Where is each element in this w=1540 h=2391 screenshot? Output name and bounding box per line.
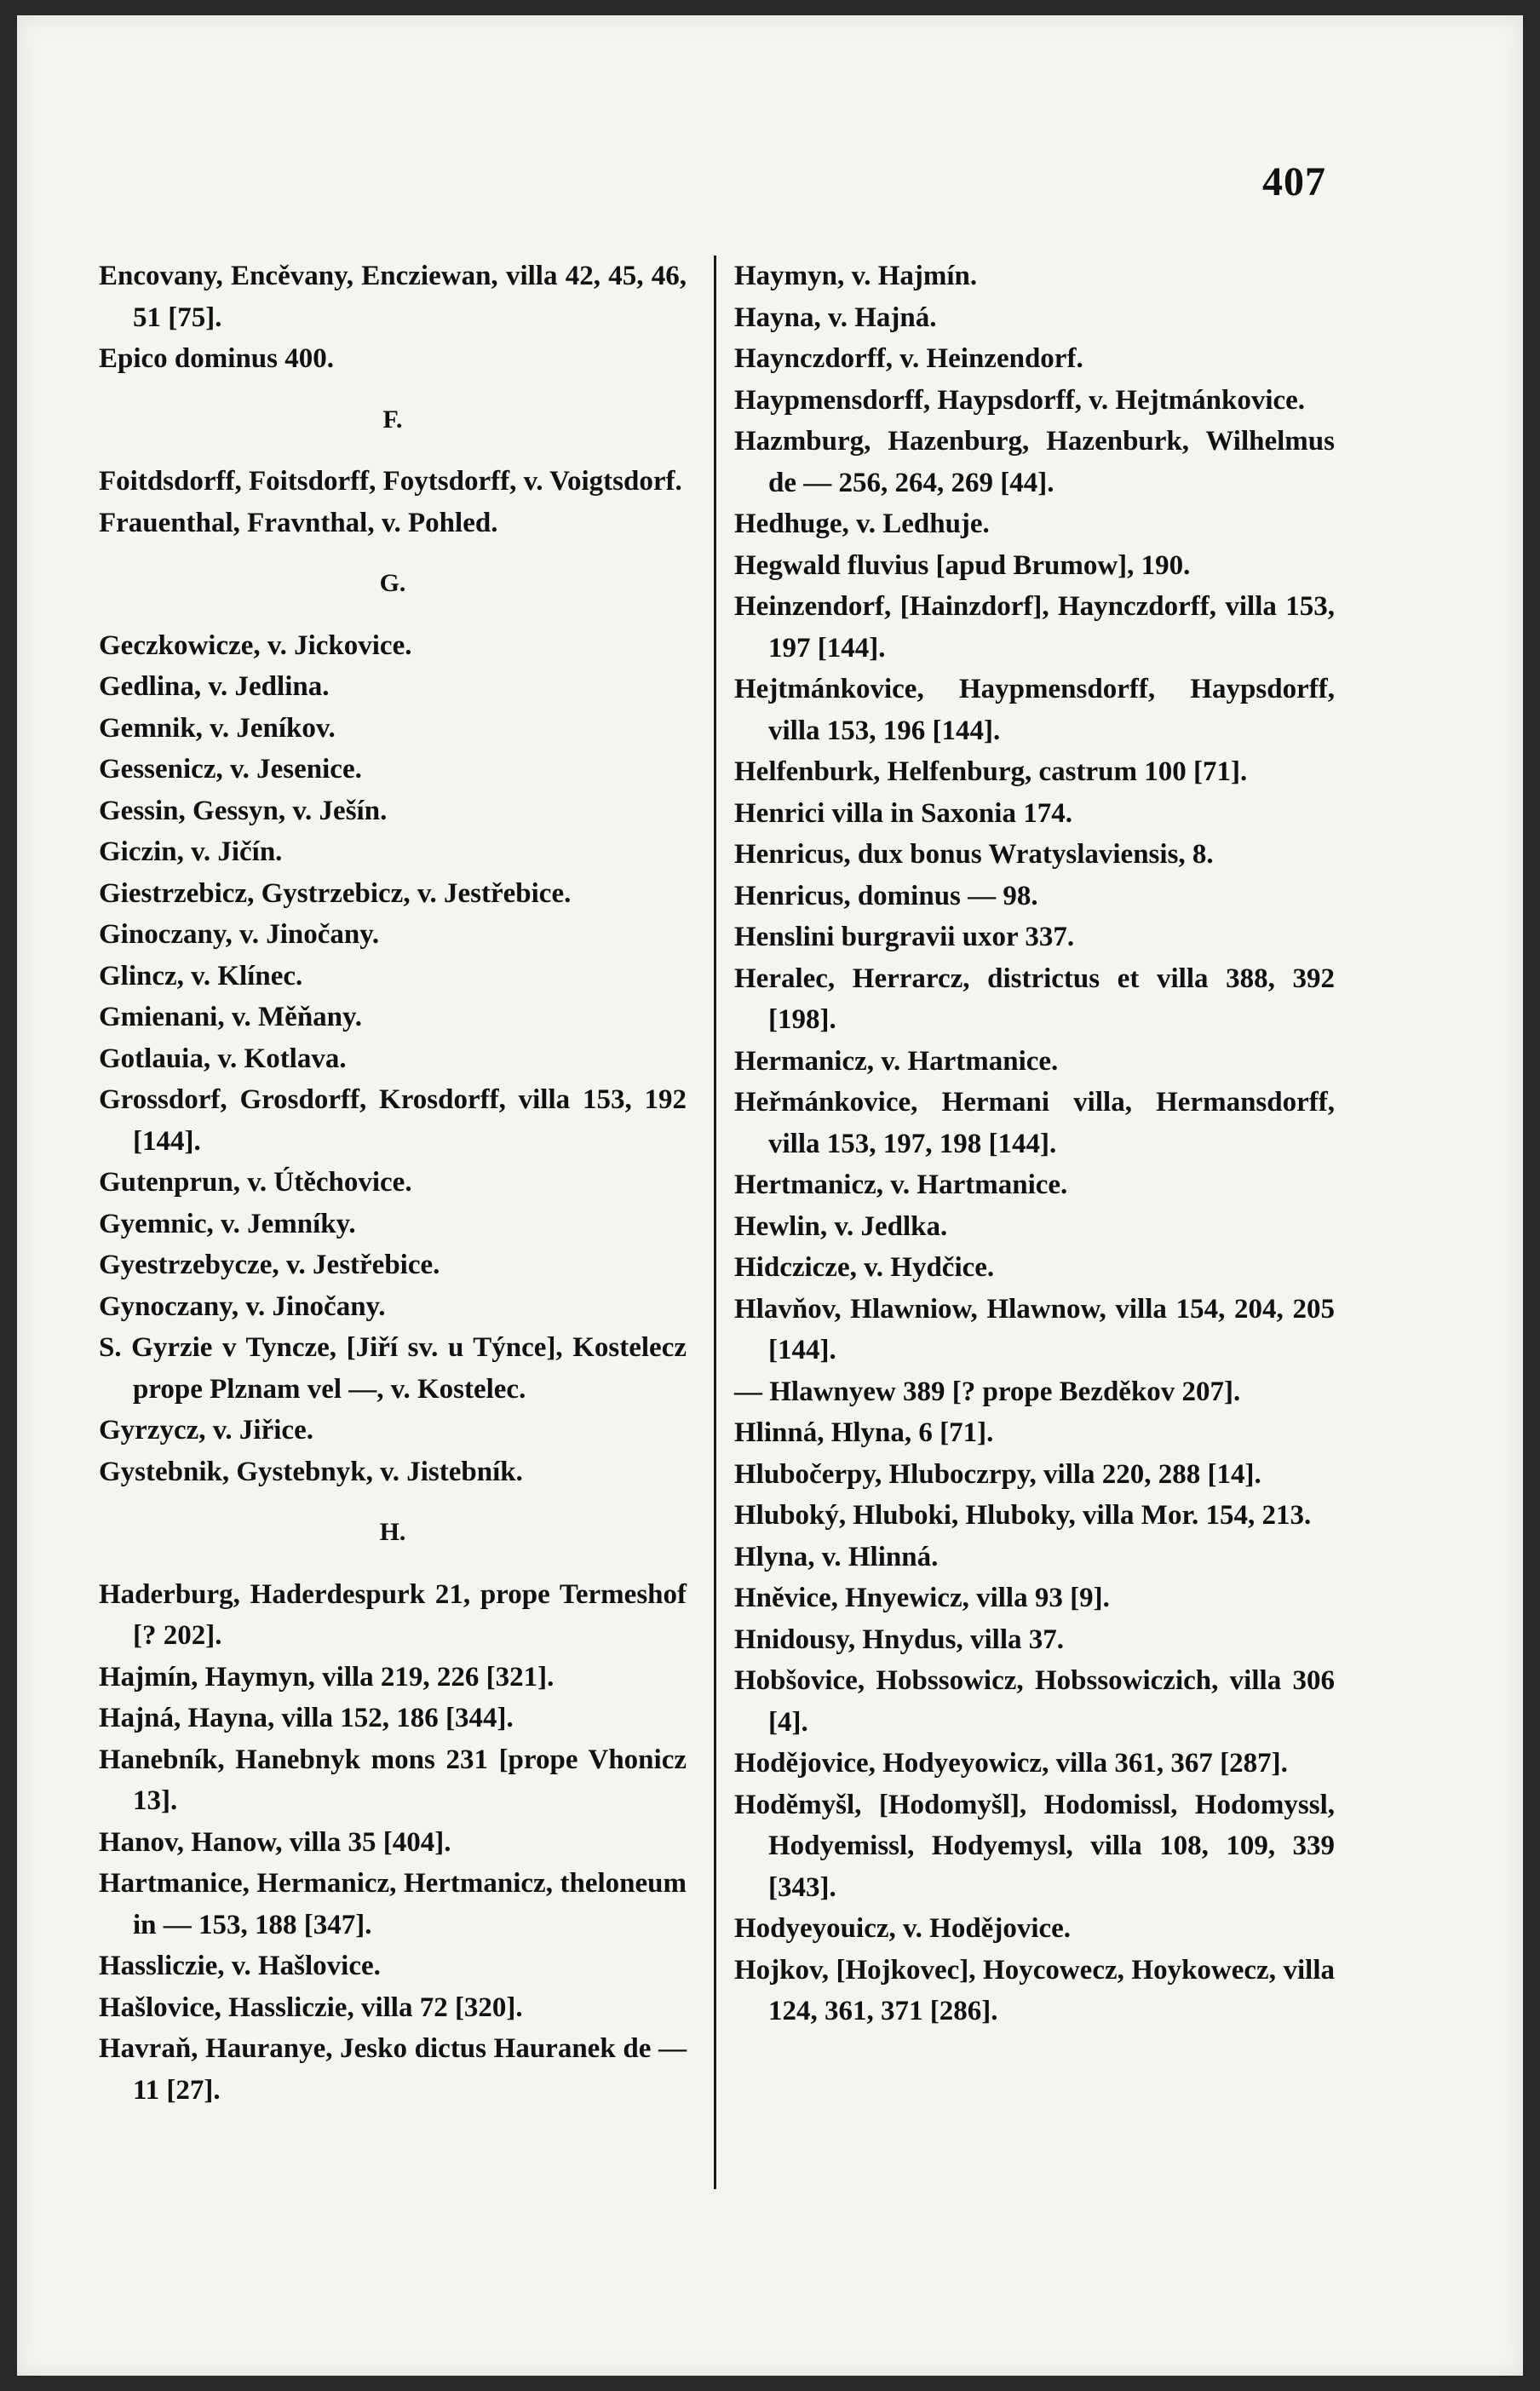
index-entry: Hojkov, [Hojkovec], Hoycowecz, Hoykowecz, villa 124, 361, 371 [286]. — [734, 1954, 1335, 2026]
index-entry: Hlinná, Hlyna, 6 [71]. — [734, 1417, 994, 1448]
index-entry: Gemnik, v. Jeníkov. — [99, 712, 336, 744]
index-entry: Henslini burgravii uxor 337. — [734, 922, 1075, 952]
index-entry: Hassliczie, v. Hašlovice. — [99, 1951, 381, 1981]
index-entry: Gotlauia, v. Kotlava. — [99, 1043, 347, 1074]
index-entry: Gyestrzebycze, v. Jestřebice. — [99, 1250, 440, 1280]
index-entry: Hewlin, v. Jedlka. — [734, 1210, 948, 1242]
index-entry: Giczin, v. Jičín. — [99, 836, 283, 867]
index-entry: Hašlovice, Hassliczie, villa 72 [320]. — [99, 1992, 523, 2023]
index-entry: Hertmanicz, v. Hartmanice. — [734, 1170, 1068, 1200]
index-entry: Foitdsdorff, Foitsdorff, Foytsdorff, v. Voigtsdorf. — [99, 466, 682, 497]
index-entry: Hermanicz, v. Hartmanice. — [734, 1045, 1059, 1077]
index-entry: Gyrzycz, v. Jiřice. — [99, 1415, 313, 1446]
index-entry: Gutenprun, v. Útěchovice. — [99, 1167, 412, 1198]
index-entry: Heřmánkovice, Hermani villa, Hermansdorff, villa 153, 197, 198 [144]. — [734, 1087, 1335, 1159]
index-entry: Henricus, dux bonus Wratyslaviensis, 8. — [734, 839, 1214, 870]
index-entry: Hajmín, Haymyn, villa 219, 226 [321]. — [99, 1661, 555, 1693]
index-entry: Hanebník, Hanebnyk mons 231 [prope Vhonicz 13]. — [99, 1744, 687, 1816]
index-entry: Gystebnik, Gystebnyk, v. Jistebník. — [99, 1456, 523, 1487]
index-entry: Hidczicze, v. Hydčice. — [734, 1252, 995, 1283]
index-entry: Hajná, Hayna, villa 152, 186 [344]. — [99, 1703, 514, 1733]
index-entry: Hnidousy, Hnydus, villa 37. — [734, 1624, 1064, 1655]
index-entry: Henricus, dominus — 98. — [734, 880, 1038, 911]
index-entry: Ginoczany, v. Jinočany. — [99, 919, 380, 950]
index-entry: Hodyeyouicz, v. Hodějovice. — [734, 1913, 1072, 1944]
index-entry: Frauenthal, Fravnthal, v. Pohled. — [99, 507, 498, 538]
index-entry: Gyemnic, v. Jemníky. — [99, 1208, 356, 1239]
index-entry: Hazmburg, Hazenburg, Hazenburk, Wilhelmus de — 256, 264, 269 [44]. — [734, 426, 1335, 498]
index-entry: Haynczdorff, v. Heinzendorf. — [734, 343, 1083, 374]
index-entry: Hedhuge, v. Ledhuje. — [734, 509, 990, 539]
section-heading: F. — [382, 405, 403, 434]
index-entry: Heinzendorf, [Hainzdorf], Haynczdorff, villa 153, 197 [144]. — [734, 591, 1335, 664]
index-entry: — Hlawnyew 389 [? prope Bezděkov 207]. — [734, 1376, 1241, 1407]
index-entry: Helfenburk, Helfenburg, castrum 100 [71]. — [734, 756, 1248, 787]
index-entry: Gessenicz, v. Jesenice. — [99, 754, 362, 785]
index-entry: Hlavňov, Hlawniow, Hlawnow, villa 154, 204, 205 [144]. — [734, 1293, 1335, 1365]
index-entry: Epico dominus 400. — [99, 343, 334, 374]
left-column — [99, 256, 687, 2111]
index-entry: Hobšovice, Hobssowicz, Hobssowiczich, villa 306 [4]. — [734, 1665, 1335, 1738]
index-entry: Hlyna, v. Hlinná. — [734, 1541, 939, 1572]
index-entry: Glincz, v. Klínec. — [99, 960, 303, 991]
index-entry: Hartmanice, Hermanicz, Hertmanicz, theloneum in — 153, 188 [347]. — [99, 1868, 687, 1940]
index-entry: Hejtmánkovice, Haypmensdorff, Haypsdorff, villa 153, 196 [144]. — [734, 674, 1335, 746]
scanned-page — [17, 15, 1523, 2376]
index-entry: Heralec, Herrarcz, districtus et villa 388, 392 [198]. — [734, 963, 1335, 1035]
page-number: 407 — [1262, 159, 1326, 204]
index-entry: Encovany, Encěvany, Encziewan, villa 42, 45, 46, 51 [75]. — [99, 261, 687, 333]
index-entry: Geczkowicze, v. Jickovice. — [99, 629, 412, 661]
index-entry: Hněvice, Hnyewicz, villa 93 [9]. — [734, 1583, 1110, 1613]
index-entry: Hoděmyšl, [Hodomyšl], Hodomissl, Hodomyssl, Hodyemissl, Hodyemysl, villa 108, 109, 339 [343]. — [734, 1789, 1335, 1903]
index-entry: Henrici villa in Saxonia 174. — [734, 797, 1072, 829]
index-entry: Grossdorf, Grosdorff, Krosdorff, villa 153, 192 [144]. — [99, 1084, 687, 1157]
index-entry: Gedlina, v. Jedlina. — [99, 671, 330, 702]
index-entry: Hluboký, Hluboki, Hluboky, villa Mor. 154, 213. — [734, 1500, 1312, 1531]
index-entry: Hegwald fluvius [apud Brumow], 190. — [734, 549, 1191, 581]
index-entry: Hodějovice, Hodyeyowicz, villa 361, 367 [287]. — [734, 1748, 1288, 1779]
index-entry: Haypmensdorff, Haypsdorff, v. Hejtmánkovice. — [734, 384, 1306, 416]
index-entry: Haymyn, v. Hajmín. — [734, 261, 978, 291]
index-entry: Gynoczany, v. Jinočany. — [99, 1290, 386, 1322]
index-entry: Haderburg, Haderdespurk 21, prope Termeshof [? 202]. — [99, 1578, 687, 1651]
index-entry: Hayna, v. Hajná. — [734, 302, 937, 333]
index-entry: Hanov, Hanow, villa 35 [404]. — [99, 1826, 451, 1858]
index-entry: Giestrzebicz, Gystrzebicz, v. Jestřebice. — [99, 877, 572, 909]
index-entry: Hlubočerpy, Hluboczrpy, villa 220, 288 [14]. — [734, 1458, 1261, 1490]
index-entry: Gmienani, v. Měňany. — [99, 1002, 362, 1032]
right-column — [734, 256, 1335, 2032]
index-entry: S. Gyrzie v Tyncze, [Jiří sv. u Týnce], Kostelecz prope Plznam vel —, v. Kostelec. — [99, 1332, 687, 1405]
section-heading: H. — [379, 1518, 406, 1546]
section-heading: G. — [379, 569, 406, 597]
index-entry: Gessin, Gessyn, v. Ješín. — [99, 795, 388, 826]
column-divider — [714, 256, 716, 2189]
index-entry: Havraň, Hauranye, Jesko dictus Hauranek de — 11 [27]. — [99, 2033, 687, 2106]
